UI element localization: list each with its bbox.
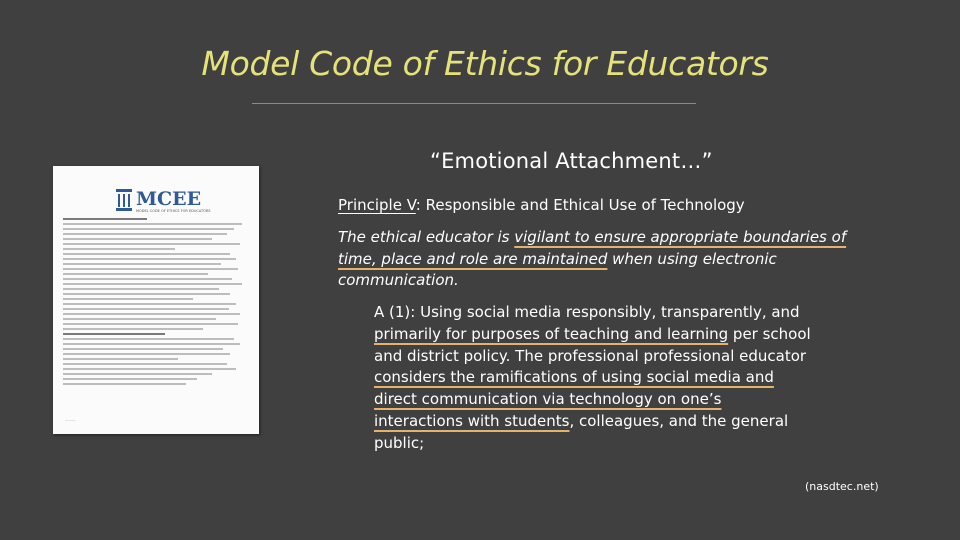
standard-highlight-1: primarily for purposes of teaching and learning — [374, 324, 729, 343]
intro-text-1: The ethical educator is — [338, 228, 515, 246]
column-logo-icon — [116, 189, 132, 211]
standard-text-1: A (1): Using social media responsibly, transparently, and — [374, 303, 800, 321]
intro-text-3: when using electronic communication. — [338, 249, 777, 289]
standard-text-3: , colleagues, and the general public; — [374, 411, 789, 452]
intro-highlight-1: vigilant to ensure appropriate boundaries of — [514, 228, 847, 246]
principle-label: Principle V — [338, 196, 416, 214]
document-body-lines — [63, 216, 249, 388]
document-thumbnail — [53, 166, 259, 434]
standard-text-2: per school and district policy. The professional professional educator — [374, 324, 811, 365]
slide-title: Model Code of Ethics for Educators — [201, 44, 769, 83]
document-tagline: MODEL CODE OF ETHICS FOR EDUCATORS — [136, 209, 211, 213]
principle-intro — [338, 227, 848, 292]
intro-highlight-2: time, place and role are maintained — [338, 249, 608, 268]
standard-a1 — [374, 302, 814, 455]
title-divider — [252, 103, 696, 104]
document-logo-text: MCEE — [136, 188, 202, 210]
standard-highlight-2: considers the ramifications of using social media and direct communication via technology on one’s interactions with students — [374, 368, 774, 430]
principle-heading — [338, 196, 745, 214]
principle-text: : Responsible and Ethical Use of Technology — [415, 196, 745, 214]
slide-subtitle: “Emotional Attachment…” — [430, 149, 713, 173]
document-footer: ——— — [65, 418, 76, 422]
source-citation: (nasdtec.net) — [805, 480, 879, 493]
